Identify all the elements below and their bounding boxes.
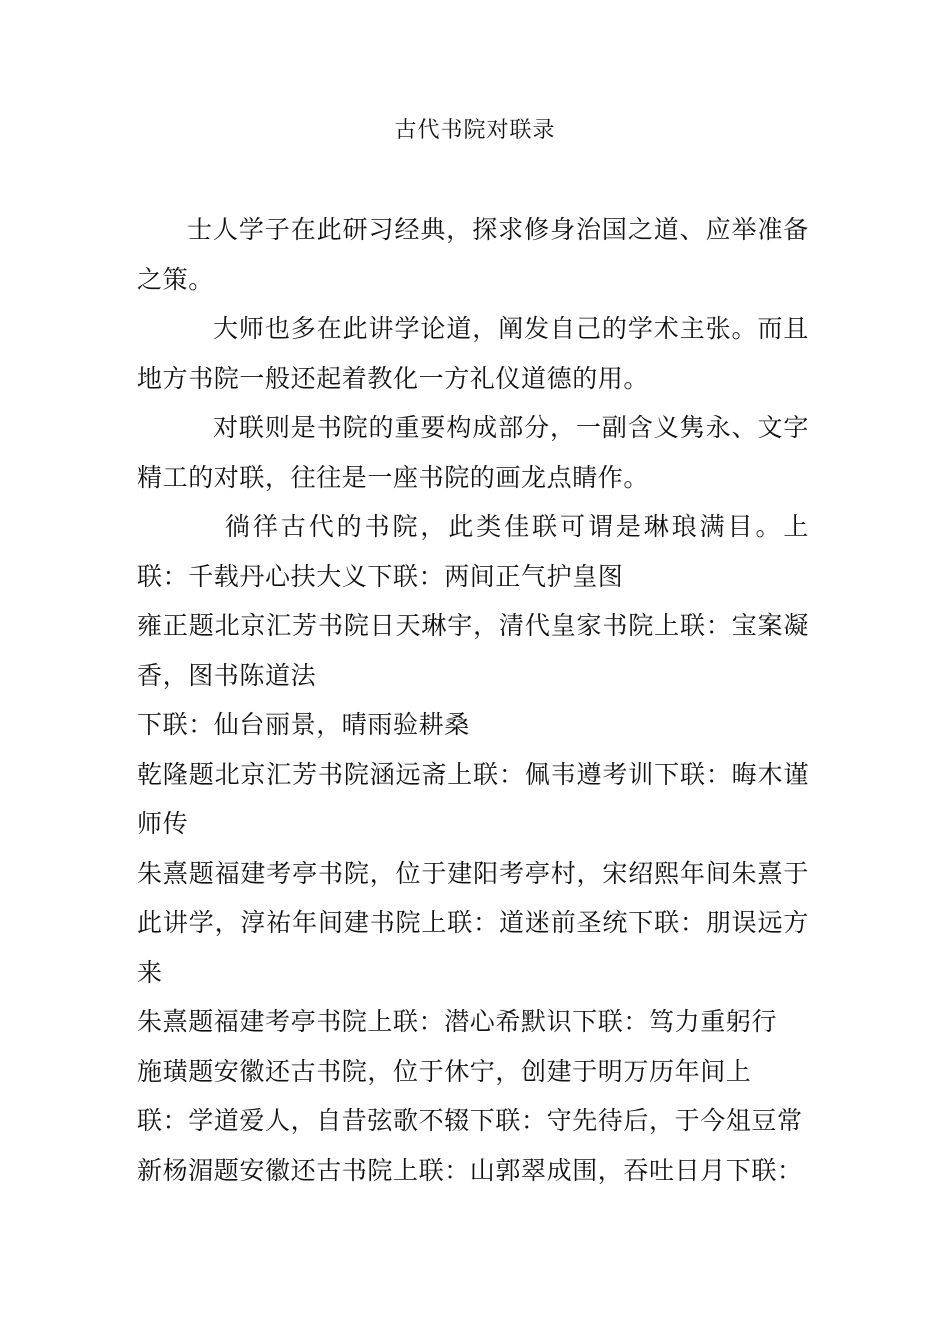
- paragraph-couplets: 对联则是书院的重要构成部分，一副含义隽永、文字精工的对联，往往是一座书院的画龙点睛作。: [137, 413, 809, 492]
- paragraph-yongzheng-lower: 下联：仙台丽景，晴雨验耕桑: [137, 710, 470, 739]
- paragraph-wander: 徜徉古代的书院，此类佳联可谓是琳琅满目。上联：千载丹心扶大义下联：两间正气护皇图: [137, 512, 809, 591]
- paragraph-shihuang: 施璜题安徽还古书院，位于休宁，创建于明万历年间上: [137, 1056, 752, 1086]
- paragraph-scholars: 士人学子在此研习经典，探求修身治国之道、应举准备之策。: [137, 215, 809, 294]
- paragraph-zhuxi-1: 朱熹题福建考亭书院，位于建阳考亭村，宋绍熙年间朱熹于此讲学，淳祐年间建书院上联：道迷前圣统下联：朋误远方来: [137, 858, 809, 987]
- paragraph-shihuang-couplet: 联：学道爱人，自昔弦歌不辍下联：守先待后，于今俎豆常: [137, 1106, 803, 1135]
- paragraph-yongzheng: 雍正题北京汇芳书院日天琳宇，清代皇家书院上联：宝案凝香，图书陈道法: [137, 611, 809, 690]
- paragraph-masters: 大师也多在此讲学论道，阐发自己的学术主张。而且地方书院一般还起着教化一方礼仪道德的用。: [137, 314, 809, 393]
- paragraph-yangmei: 新杨湄题安徽还古书院上联：山郭翠成围，吞吐日月下联：: [137, 1155, 803, 1185]
- paragraph-zhuxi-2: 朱熹题福建考亭书院上联：潜心希默识下联：笃力重躬行: [137, 1007, 778, 1036]
- document-body: [137, 205, 809, 1195]
- paragraph-qianlong: 乾隆题北京汇芳书院涵远斋上联：佩韦遵考训下联：晦木谨师传: [137, 759, 809, 838]
- document-title: 古代书院对联录: [394, 118, 556, 143]
